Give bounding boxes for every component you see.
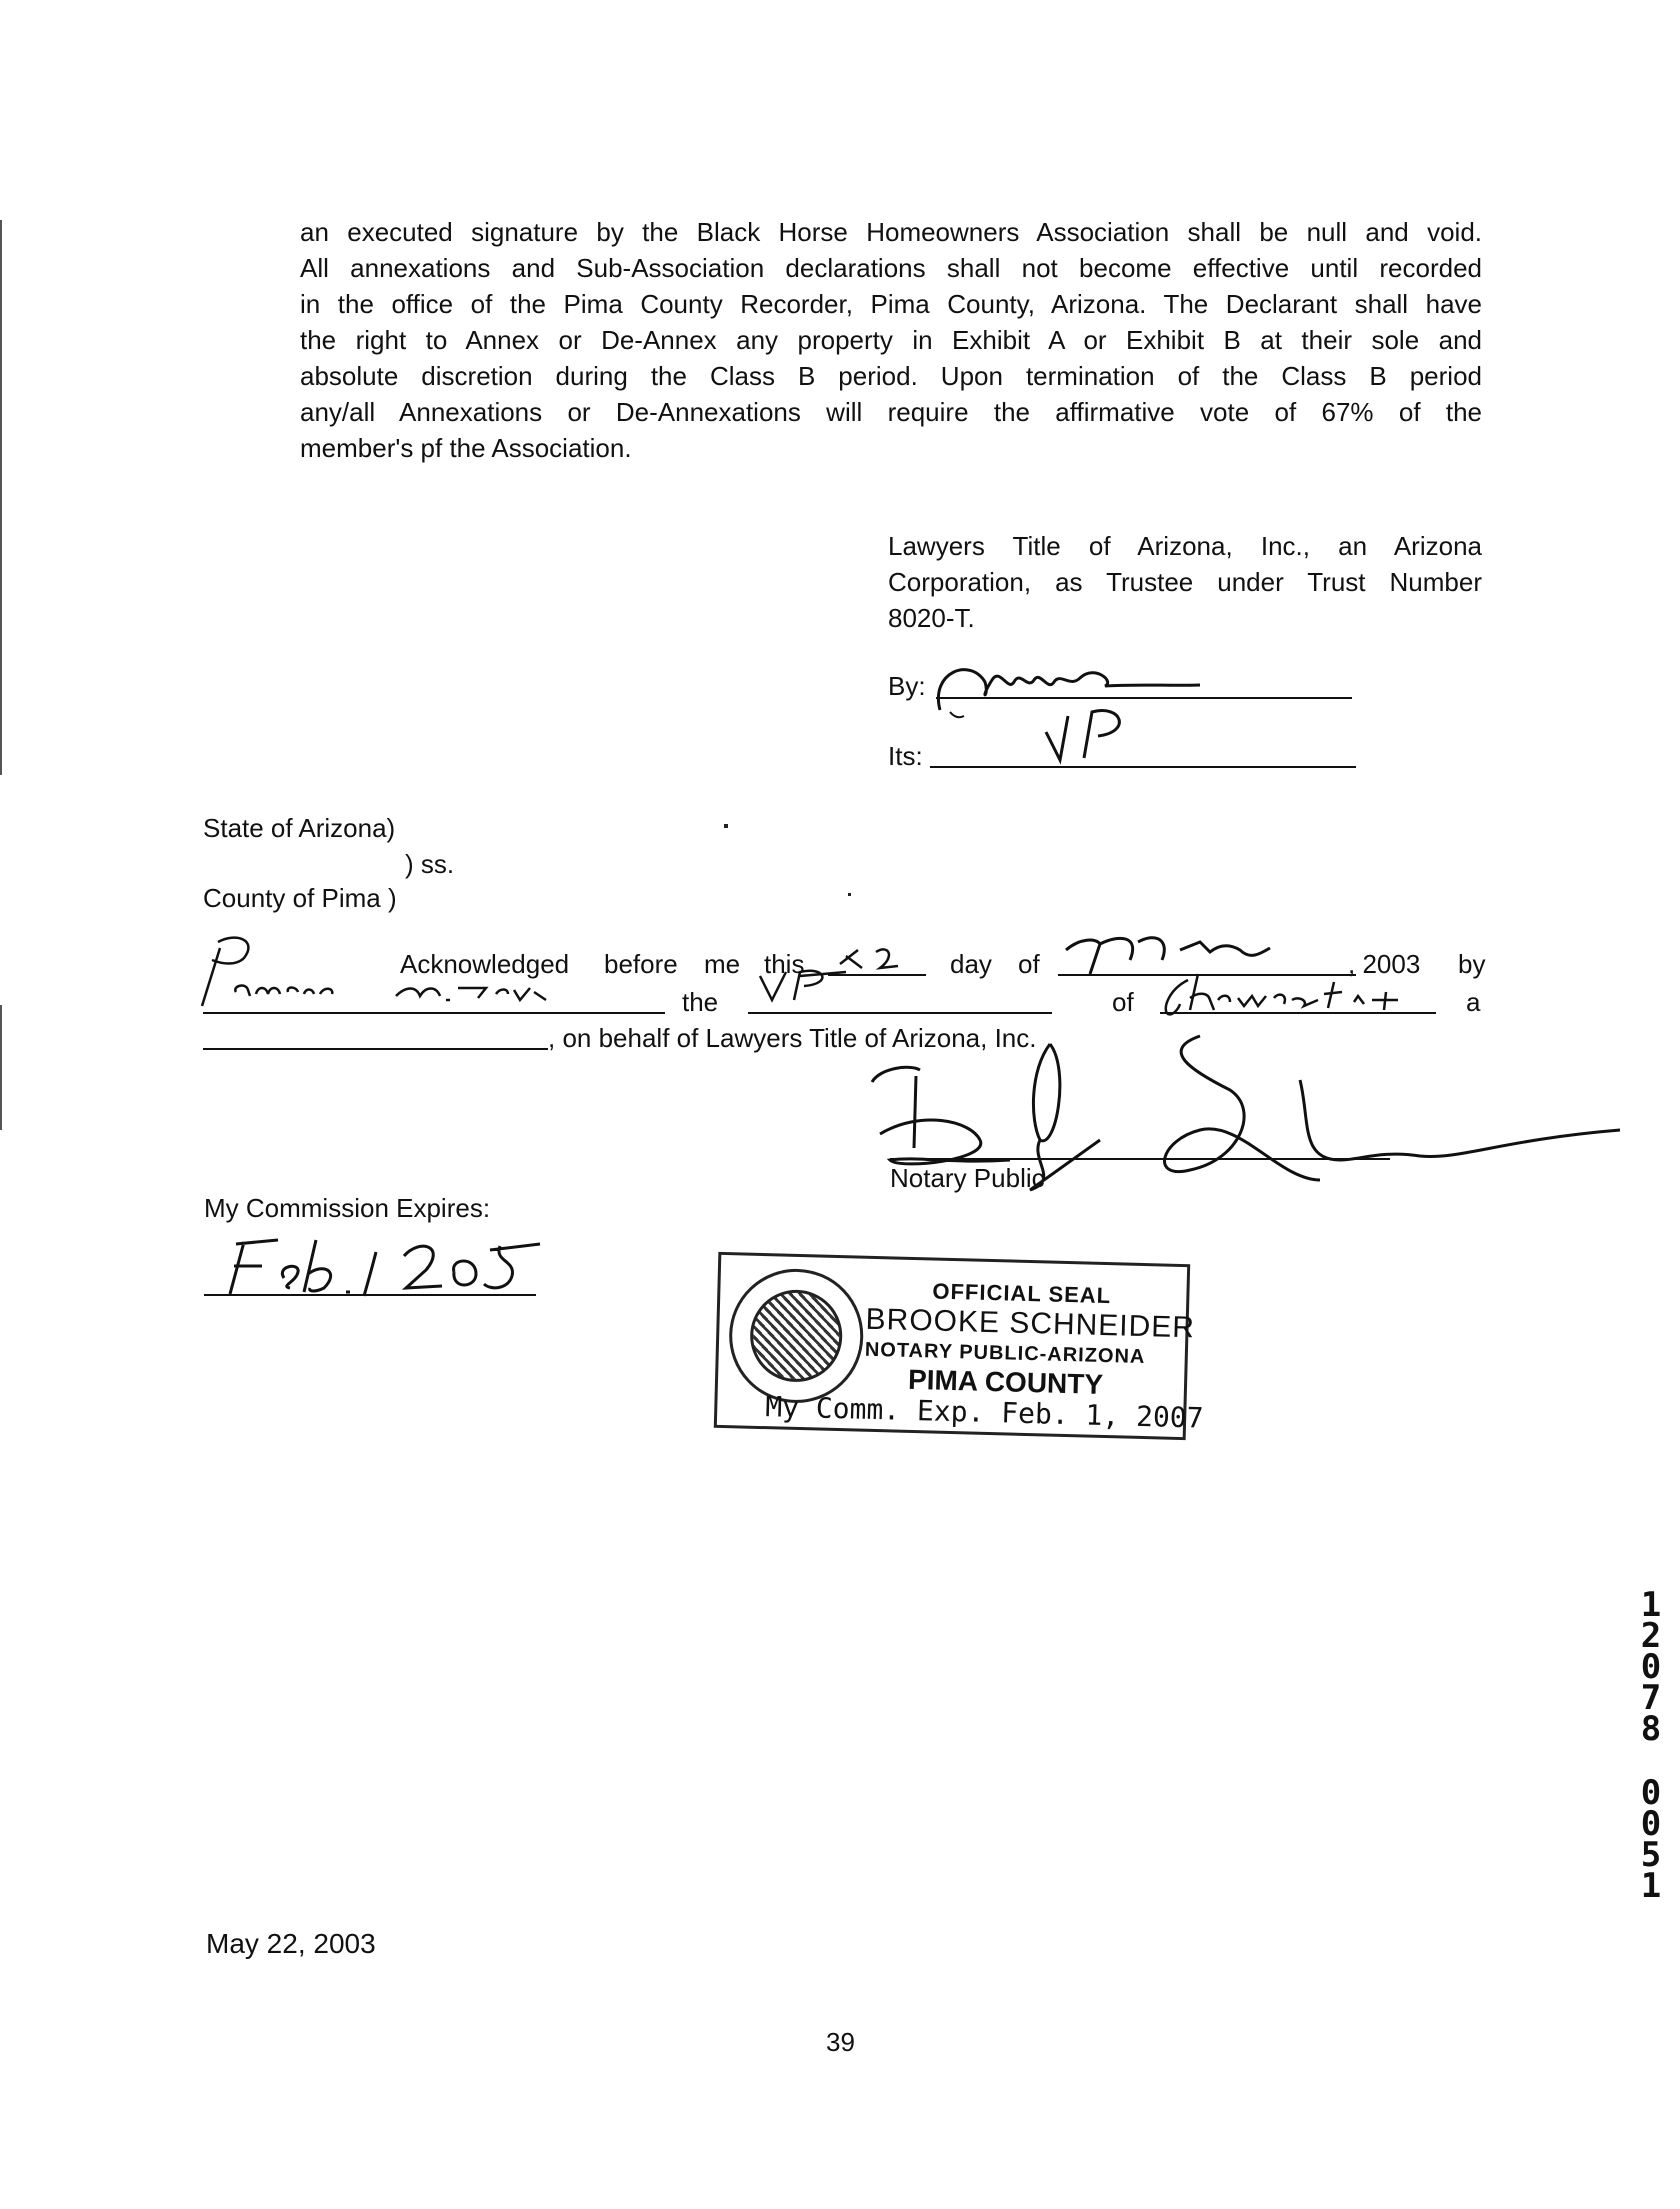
stray-mark [848, 893, 851, 896]
company-handwritten [1158, 970, 1448, 1025]
commission-line [204, 1294, 536, 1296]
recording-digit: 0 [1640, 1773, 1662, 1813]
paragraph-line: member's pf the Association. [300, 433, 632, 463]
paragraph-line: any/all Annexations or De-Annexations will require the affirmative vote of 67% of the [300, 397, 1482, 427]
by-label: By: [888, 671, 926, 701]
stray-mark [724, 824, 728, 828]
notary-label: Notary Public [890, 1163, 1045, 1193]
seal-line: OFFICIAL SEAL [932, 1278, 1112, 1309]
title-handwritten [756, 966, 876, 1011]
recording-number-group [1636, 1773, 1666, 1906]
footer-date: May 22, 2003 [206, 1928, 376, 1959]
recording-digit: 0 [1640, 1804, 1662, 1844]
ack-line3: , on behalf of Lawyers Title of Arizona, Inc. [548, 1023, 1037, 1053]
body-paragraph [300, 214, 1482, 466]
commission-label: My Commission Expires: [204, 1193, 491, 1223]
seal-line: NOTARY PUBLIC-ARIZONA [864, 1338, 1146, 1369]
venue-county: County of Pima ) [203, 883, 397, 913]
paragraph-line: in the office of the Pima County Recorder, Pima County, Arizona. The Declarant shall have [300, 289, 1482, 319]
ack-word: Acknowledged [400, 949, 570, 979]
its-handwritten [1042, 702, 1162, 771]
ack-word: of [1018, 949, 1040, 979]
recording-digit: 8 [1640, 1709, 1662, 1749]
ack-word: this [764, 949, 805, 979]
name-blank [203, 1012, 665, 1014]
venue-ss: ) ss. [405, 849, 455, 879]
ack-word: a [1466, 987, 1481, 1017]
paragraph-line: absolute discretion during the Class B period. Upon termination of the Class B period [300, 361, 1482, 391]
recording-digit: 5 [1640, 1835, 1662, 1875]
ack-word: of [1112, 987, 1134, 1017]
title-blank [748, 1012, 1052, 1014]
seal-line: My Comm. Exp. Feb. 1, 2007 [764, 1390, 1204, 1435]
state-seal-icon [727, 1267, 864, 1404]
page-number: 39 [826, 2027, 855, 2057]
notary-signature [860, 1030, 1640, 1215]
ack-word: by [1458, 949, 1486, 979]
ack-word: the [682, 987, 719, 1017]
ack-word: day [950, 949, 992, 979]
paragraph-line: All annexations and Sub-Association declarations shall not become effective until recorded [300, 253, 1482, 283]
ack-word: me [704, 949, 741, 979]
entity-blank [203, 1048, 548, 1050]
ack-year: , 2003 [1348, 949, 1421, 979]
paragraph-line: the right to Annex or De-Annex any property in Exhibit A or Exhibit B at their sole and [300, 325, 1482, 355]
recording-digit: 1 [1640, 1585, 1662, 1625]
paragraph-line: an executed signature by the Black Horse Homeowners Association shall be null and void. [300, 217, 1482, 247]
trustee-block [888, 528, 1482, 636]
its-label: Its: [888, 741, 923, 771]
trustee-line: Lawyers Title of Arizona, Inc., an Arizona [888, 531, 1482, 561]
recording-digit: 0 [1640, 1647, 1662, 1687]
seal-line: PIMA COUNTY [907, 1363, 1104, 1400]
name-handwritten [196, 930, 656, 1015]
margin-mark [0, 1005, 2, 1130]
trustee-line: 8020-T. [888, 603, 975, 633]
recording-digit: 7 [1640, 1678, 1662, 1718]
ack-word: before [604, 949, 678, 979]
recording-digit: 2 [1640, 1616, 1662, 1656]
venue-state: State of Arizona) [203, 813, 396, 843]
recording-number-group [1636, 1585, 1666, 1749]
trustee-line: Corporation, as Trustee under Trust Number [888, 567, 1482, 597]
official-seal-stamp [714, 1252, 1204, 1440]
recording-digit: 1 [1640, 1866, 1662, 1906]
margin-mark [0, 520, 2, 775]
seal-line: BROOKE SCHNEIDER [865, 1302, 1196, 1345]
